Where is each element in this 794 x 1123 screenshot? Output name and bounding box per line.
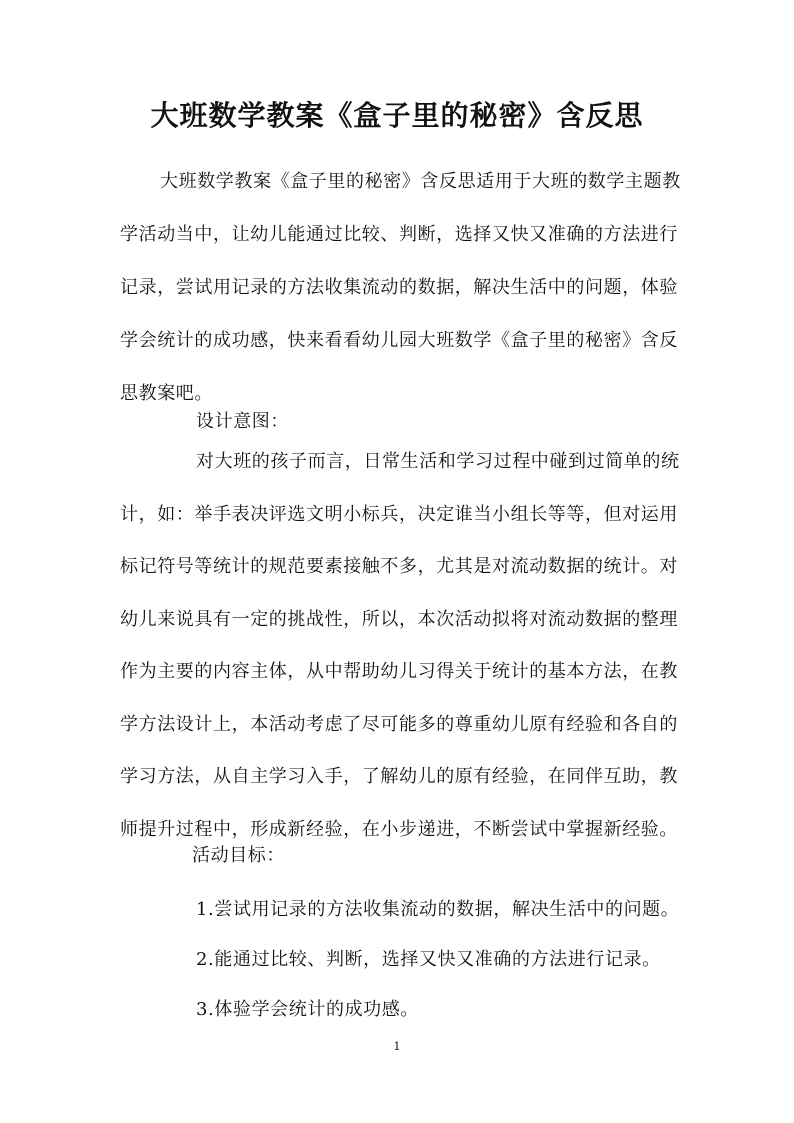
goal-item-2: 2.能通过比较、判断，选择又快又准确的方法进行记录。 [196,949,661,970]
section-heading-activity-goals: 活动目标： [192,845,285,866]
design-intent-paragraph: 对大班的孩子而言，日常生活和学习过程中碰到过简单的统计，如：举手表决评选文明小标兵，决定谁当小组长等等，但对运用标记符号等统计的规范要素接触不多，尤其是对流动数据的统计。对幼儿来说具有一定的挑战性，所以，本次活动拟将对流动数据的整理作为主要的内容主体，从中帮助幼儿习得关于统计的基本方法，在教学方法设计上，本活动考虑了尽可能多的尊重幼儿原有经验和各自的学习方法，从自主学习入手，了解幼儿的原有经验，在同伴互助，教师提升过程中，形成新经验，在小步递进，不断尝试中掌握新经验。 [120,451,680,840]
section-heading-design-intent: 设计意图： [196,411,289,432]
goal-item-1: 1.尝试用记录的方法收集流动的数据，解决生活中的问题。 [196,899,680,920]
document-title: 大班数学教案《盒子里的秘密》含反思 [150,99,644,132]
intro-paragraph: 大班数学教案《盒子里的秘密》含反思适用于大班的数学主题教学活动当中，让幼儿能通过比较、判断，选择又快又准确的方法进行记录，尝试用记录的方法收集流动的数据，解决生活中的问题，体验学会统计的成功感，快来看看幼儿园大班数学《盒子里的秘密》含反思教案吧。 [120,171,681,404]
page-number: 1 [393,1040,401,1053]
goal-item-3: 3.体验学会统计的成功感。 [196,999,419,1020]
